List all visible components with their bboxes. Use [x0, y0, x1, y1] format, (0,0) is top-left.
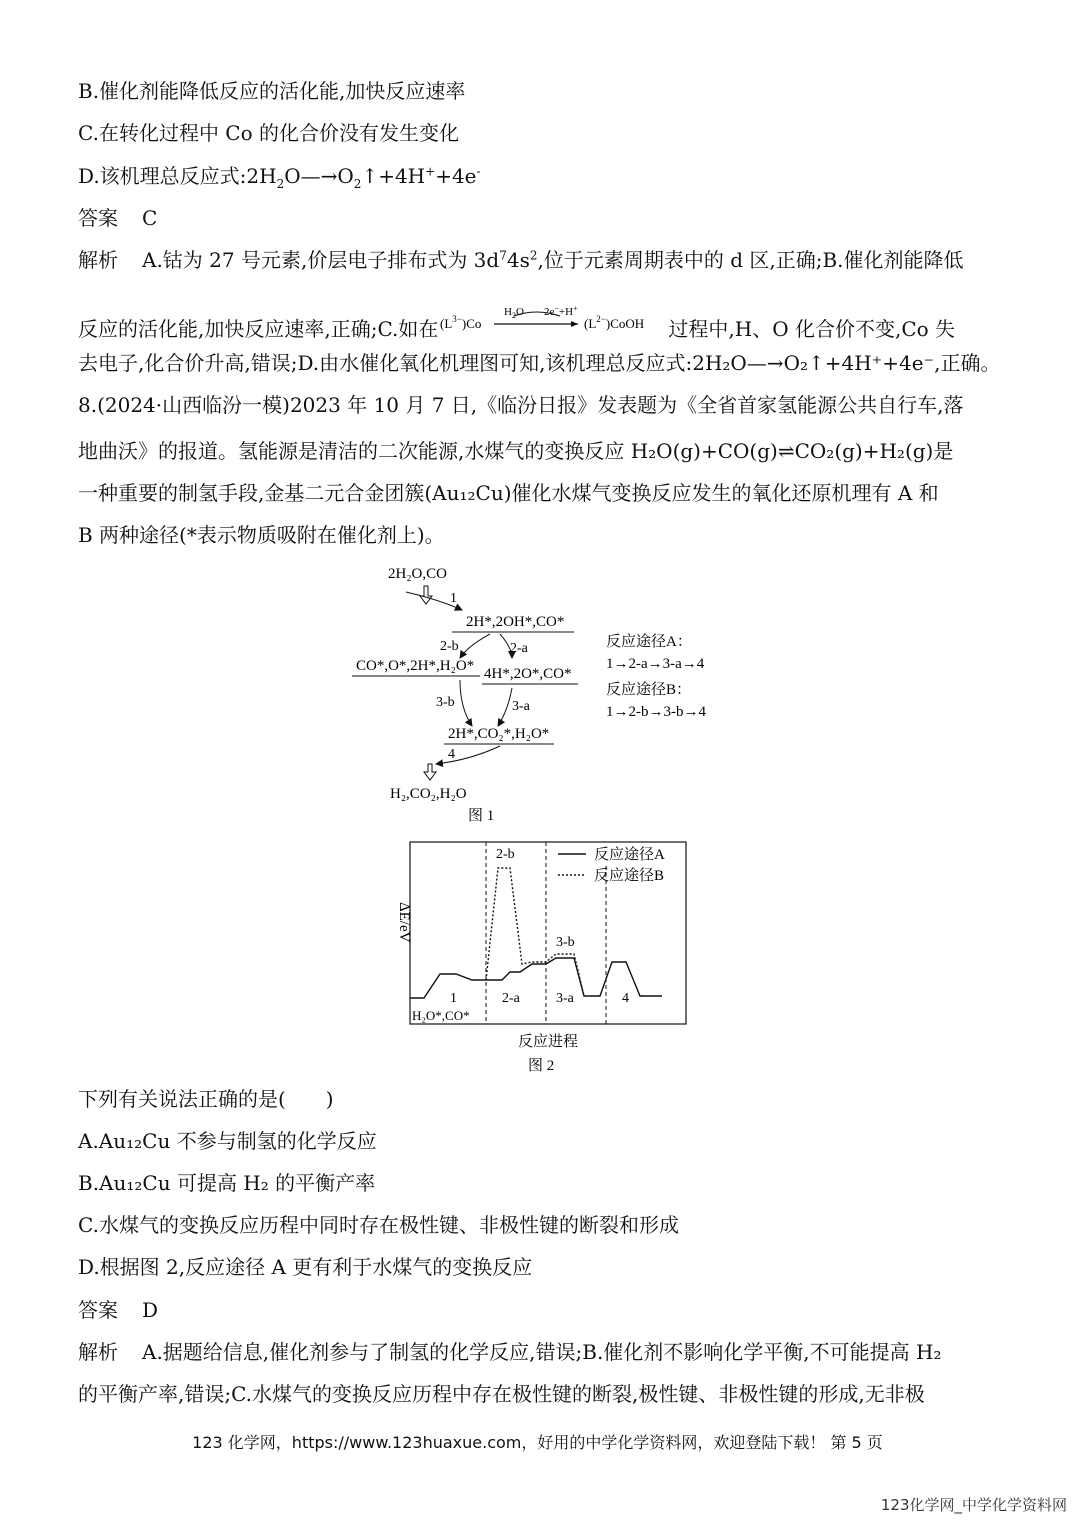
fig1-pathB-title: 反应途径B： — [606, 682, 692, 698]
fig1-step1-label: 1 — [450, 591, 457, 606]
question8-line1: 8.(2024·山西临汾一模)2023 年 10 月 7 日,《临汾日报》发表题为《全省首家氢能源公共自行车,落 — [78, 393, 964, 417]
inline-top-right: 2e−+H+ — [544, 306, 578, 318]
fig1-node1: 2H*,2OH*,CO* — [466, 614, 565, 630]
option-d-q8: D.根据图 2,反应途径 A 更有利于水煤气的变换反应 — [78, 1255, 533, 1279]
fig2-caption: 图 2 — [528, 1058, 555, 1074]
fig1-pathB: 1→2-b→3-b→4 — [606, 704, 706, 720]
fig2-label-2b: 2-b — [496, 847, 515, 862]
fig1-pathA-title: 反应途径A： — [606, 634, 692, 650]
fig1-nodeA: 4H*,2O*,CO* — [484, 666, 572, 682]
analysis-q8-line2: 的平衡产率,错误;C.水煤气的变换反应历程中存在极性键的断裂,极性键、非极性键的形成,无非极 — [78, 1382, 925, 1406]
answer-q7: 答案 C — [78, 206, 158, 230]
option-b-q7: B.催化剂能降低反应的活化能,加快反应速率 — [78, 79, 466, 103]
figure2-energy-profile — [380, 838, 710, 1078]
fig2-label-3b: 3-b — [556, 935, 575, 950]
fig2-legend-a: 反应途径A — [594, 847, 665, 863]
fig2-seg3: 3-a — [556, 991, 574, 1006]
option-c-q8: C.水煤气的变换反应历程中同时存在极性键、非极性键的断裂和形成 — [78, 1213, 679, 1237]
fig2-pathB-line — [486, 868, 584, 996]
fig2-legend-b: 反应途径B — [594, 868, 665, 884]
question8-line3: 一种重要的制氢手段,金基二元合金团簇(Au₁₂Cu)催化水煤气变换反应发生的氧化还原机理有 A 和 — [78, 481, 939, 505]
answer-q8: 答案 D — [78, 1298, 159, 1322]
fig2-start-label: H₂O*,CO* — [412, 1008, 470, 1023]
page-footer: 123 化学网，https://www.123huaxue.com，好用的中学化学资料网，欢迎登陆下载！ 第 5 页 — [192, 1433, 883, 1452]
fig1-step3b-label: 3-b — [436, 695, 455, 710]
option-d-q7: D.该机理总反应式$:2H_2O—\to O_2↑+4H^++4e^-$ — [78, 164, 481, 191]
analysis-q7-line3: 去电子,化合价升高,错误;D.由水催化氧化机理图可知,该机理总反应式:2H₂O—→O₂↑+4H⁺+4e⁻,正确。 — [78, 351, 1001, 375]
fig1-node3: 2H*,CO₂*,H₂O* — [448, 726, 550, 742]
fig1-hollow-arrow-bottom — [424, 764, 436, 780]
inline-reaction-diagram — [438, 306, 668, 349]
analysis-q7-line1: 解析 A.钴为 27 号元素,价层电子排布式为 $3d^74s^2$,位于元素周期表中的 d 区,正确;B.催化剂能降低 — [78, 248, 964, 272]
fig1-nodeB: CO*,O*,2H*,H₂O* — [356, 658, 475, 674]
fig1-step2b-label: 2-b — [440, 639, 459, 654]
fig1-caption: 图 1 — [468, 808, 495, 824]
fig2-seg2: 2-a — [502, 991, 520, 1006]
figure1-mechanism-diagram — [340, 560, 760, 830]
option-c-q7: C.在转化过程中 Co 的化合价没有发生变化 — [78, 121, 460, 145]
fig2-seg1: 1 — [450, 991, 457, 1006]
inline-top-left: $H_2O$ — [504, 306, 525, 320]
fig1-step3a-label: 3-a — [512, 699, 530, 714]
analysis-q8-line1: 解析 A.据题给信息,催化剂参与了制氢的化学反应,错误;B.催化剂不影响化学平衡,不可能提高 H₂ — [78, 1340, 942, 1364]
fig1-end-species: H₂,CO₂,H₂O — [390, 786, 467, 802]
inline-left-species: $(L^{3-})Co$ — [440, 314, 482, 331]
inline-right-species: $(L^{2-})CoOH$ — [584, 314, 645, 331]
fig1-step4-label: 4 — [448, 747, 455, 762]
option-a-q8: A.Au₁₂Cu 不参与制氢的化学反应 — [78, 1129, 377, 1153]
question8-prompt: 下列有关说法正确的是( ) — [78, 1087, 334, 1111]
fig1-hollow-arrow-top — [420, 586, 432, 604]
analysis-q7-line2: 反应的活化能,加快反应速率,正确;C.如在 $(L^{3-})Co$ $H_2O$ 2e−+H+ $(L^{2-})CoOH$ 过程中,H、O 化合价不变,Co 失 — [78, 306, 955, 349]
fig1-step2a-label: 2-a — [510, 641, 528, 656]
fig2-xlabel: 反应进程 — [518, 1034, 579, 1050]
site-watermark: 123化学网_中学化学资料网 — [880, 1496, 1067, 1514]
option-b-q8: B.Au₁₂Cu 可提高 H₂ 的平衡产率 — [78, 1171, 376, 1195]
fig2-ylabel: ΔE/eV — [396, 902, 412, 943]
fig1-pathA: 1→2-a→3-a→4 — [606, 656, 705, 672]
fig1-start-species: 2H₂O,CO — [388, 566, 447, 582]
fig2-seg4: 4 — [622, 991, 629, 1006]
question8-line2: 地曲沃》的报道。氢能源是清洁的二次能源,水煤气的变换反应 H₂O(g)+CO(g)⇌CO₂(g)+H₂(g)是 — [78, 439, 954, 463]
question8-line4: B 两种途径(*表示物质吸附在催化剂上)。 — [78, 523, 445, 547]
